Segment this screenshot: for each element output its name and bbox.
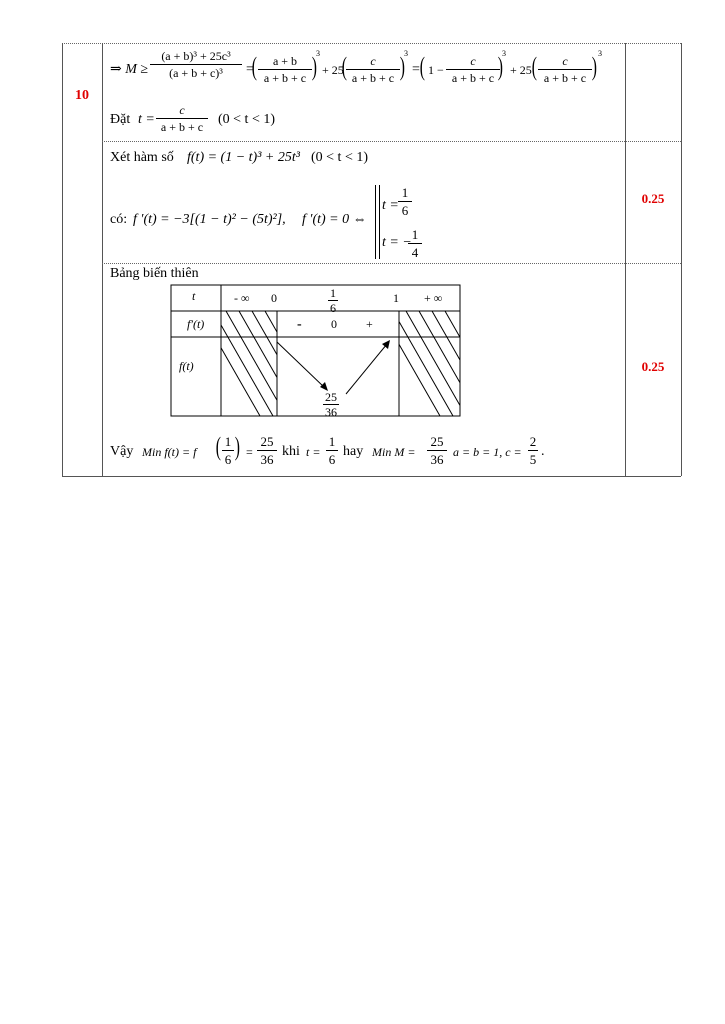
equals-1: = xyxy=(246,62,254,77)
xet-label: Xét hàm số xyxy=(110,150,174,165)
t-num: 1 xyxy=(328,434,336,449)
solution-2-lhs: t = − xyxy=(382,235,412,250)
M-den: 36 xyxy=(430,452,444,467)
paren-open-arg: ( xyxy=(215,432,221,461)
pos-infinity: + ∞ xyxy=(424,291,443,305)
frac2-den: a + b + c xyxy=(263,71,307,85)
t-zero: 0 xyxy=(271,291,277,305)
solution-2-fraction xyxy=(408,228,422,259)
dat-num: c xyxy=(179,103,185,117)
function-def: f(t) = (1 − t)³ + 25t³ xyxy=(187,150,300,165)
dat-label: Đặt xyxy=(110,112,131,127)
equals-2: = xyxy=(412,62,420,77)
solution-bracket xyxy=(375,185,380,259)
solution-1-fraction xyxy=(398,186,412,217)
cube-3: 3 xyxy=(502,49,506,58)
val-den: 36 xyxy=(260,452,274,467)
implies-M: ⇒ M ≥ xyxy=(110,62,149,77)
paren-open-2: ( xyxy=(341,52,347,81)
abc-values: a = b = 1, c = xyxy=(453,445,522,459)
min-num: 25 xyxy=(325,390,337,404)
table-left-border xyxy=(62,43,63,476)
derivative-expr: f ′(t) = −3[(1 − t)² − (5t)²], xyxy=(133,212,286,227)
table-top-border xyxy=(62,43,681,44)
paren-close-3: ) xyxy=(497,52,503,81)
value-fraction xyxy=(257,435,277,466)
variation-table-title: Bảng biến thiên xyxy=(110,266,199,281)
solution-1-lhs: t = xyxy=(382,198,399,213)
row-divider-2 xyxy=(102,263,681,264)
deriv-zero: 0 xyxy=(331,317,337,331)
t-row-label: t xyxy=(192,289,196,303)
fraction-c-1 xyxy=(346,55,400,84)
t-fraction xyxy=(326,435,338,466)
min-f-expr: Min f(t) = f xyxy=(142,445,197,459)
table-col-divider-1 xyxy=(102,43,103,476)
f-row-label: f(t) xyxy=(179,359,194,373)
frac2-num: a + b xyxy=(272,54,298,68)
table-bottom-border xyxy=(62,476,681,477)
c-den: 5 xyxy=(529,452,537,467)
cube-1: 3 xyxy=(316,49,320,58)
main-fraction xyxy=(150,50,242,79)
one-sixth-num: 1 xyxy=(330,286,336,300)
c-num: 2 xyxy=(529,434,537,449)
one-minus: 1 − xyxy=(428,63,444,77)
deriv-plus-sign: + xyxy=(366,317,373,331)
t-equals-conclusion: t = xyxy=(306,445,321,459)
cube-2: 3 xyxy=(404,49,408,58)
t-one: 1 xyxy=(393,291,399,305)
M-fraction xyxy=(427,435,447,466)
min-M-expr: Min M = xyxy=(372,445,416,459)
dat-range: (0 < t < 1) xyxy=(218,112,276,127)
c-fraction xyxy=(528,435,538,466)
min-den: 36 xyxy=(325,405,337,419)
cube-4: 3 xyxy=(598,49,602,58)
substitution-fraction xyxy=(156,104,208,133)
variation-table xyxy=(170,284,462,418)
co-label: có: xyxy=(110,212,128,227)
table-col-divider-2 xyxy=(625,43,626,476)
sol1-den: 6 xyxy=(401,203,409,218)
paren-open-3: ( xyxy=(419,52,425,81)
paren-close-2: ) xyxy=(399,52,405,81)
neg-infinity: - ∞ xyxy=(234,291,250,305)
sol2-num: 1 xyxy=(411,227,419,242)
fraction-a-plus-b xyxy=(258,55,312,84)
val-num: 25 xyxy=(260,434,274,449)
frac5-num: c xyxy=(562,54,568,68)
arg-den: 6 xyxy=(224,452,232,467)
t-equals: t = xyxy=(138,112,155,127)
derivative-zero: f ′(t) = 0 ⇔ xyxy=(302,212,367,227)
paren-close-arg: ) xyxy=(234,432,240,461)
question-number: 10 xyxy=(75,88,89,103)
sol1-num: 1 xyxy=(401,185,409,200)
frac3-num: c xyxy=(370,54,376,68)
arg-num: 1 xyxy=(224,434,232,449)
sol2-den: 4 xyxy=(411,245,419,260)
table-right-border xyxy=(681,43,682,476)
function-range: (0 < t < 1) xyxy=(311,150,369,165)
paren-open-4: ( xyxy=(531,52,537,81)
paren-close-1: ) xyxy=(311,52,317,81)
t-one-sixth xyxy=(328,287,338,314)
one-sixth-den: 6 xyxy=(330,301,336,315)
vay-label: Vậy xyxy=(110,444,134,459)
conclusion-period: . xyxy=(541,444,545,459)
conclusion-eq: = xyxy=(246,445,253,459)
main-fraction-den: (a + b + c)³ xyxy=(169,66,223,80)
dat-den: a + b + c xyxy=(160,120,204,134)
paren-close-4: ) xyxy=(591,52,597,81)
minimum-value xyxy=(323,391,339,418)
hay-label: hay xyxy=(343,444,364,459)
row-divider-1 xyxy=(102,141,681,142)
main-fraction-num: (a + b)³ + 25c³ xyxy=(161,49,231,63)
fprime-row-label: f′(t) xyxy=(187,317,205,331)
paren-open-1: ( xyxy=(251,52,257,81)
plus-25-b: + 25 xyxy=(510,63,532,77)
frac3-den: a + b + c xyxy=(351,71,395,85)
plus-25-a: + 25 xyxy=(322,63,344,77)
M-num: 25 xyxy=(430,434,444,449)
deriv-minus-sign: - xyxy=(297,317,302,332)
frac5-den: a + b + c xyxy=(543,71,587,85)
score-row-3: 0.25 xyxy=(641,359,665,374)
fraction-c-3 xyxy=(538,55,592,84)
fraction-c-2 xyxy=(446,55,500,84)
frac4-num: c xyxy=(470,54,476,68)
arg-fraction xyxy=(222,435,234,466)
score-row-2: 0.25 xyxy=(641,191,665,206)
variation-table-grid xyxy=(170,284,462,418)
t-den: 6 xyxy=(328,452,336,467)
khi-label: khi xyxy=(282,444,300,459)
frac4-den: a + b + c xyxy=(451,71,495,85)
